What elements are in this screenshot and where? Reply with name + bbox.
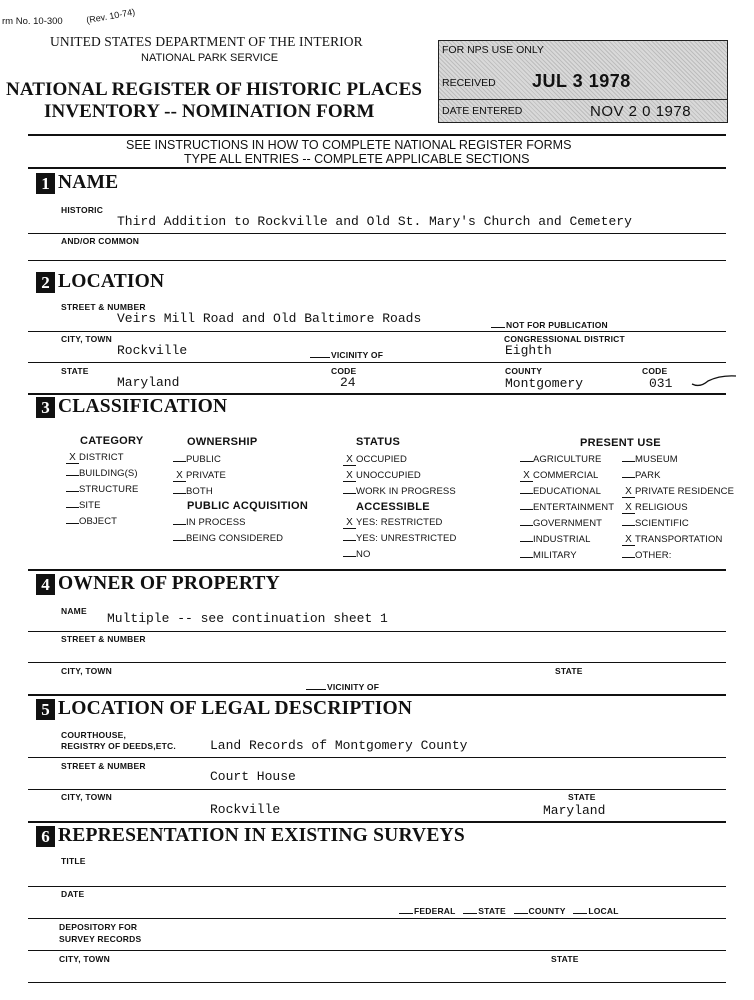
present-use-label: RELIGIOUS bbox=[635, 502, 688, 513]
rule bbox=[28, 393, 726, 395]
department-name: UNITED STATES DEPARTMENT OF THE INTERIOR bbox=[50, 34, 363, 49]
section-title: REPRESENTATION IN EXISTING SURVEYS bbox=[58, 825, 465, 846]
present-use-option[interactable] bbox=[622, 534, 722, 546]
form-title-line1: NATIONAL REGISTER OF HISTORIC PLACES bbox=[6, 79, 423, 100]
rule bbox=[28, 918, 726, 919]
checkbox-mark[interactable] bbox=[66, 523, 79, 524]
present-use-label: GOVERNMENT bbox=[533, 518, 603, 529]
section-4-heading bbox=[36, 573, 280, 595]
public-acquisition-option[interactable] bbox=[173, 533, 283, 544]
rule bbox=[28, 331, 726, 332]
survey-city-label: CITY, TOWN bbox=[59, 954, 110, 964]
checkbox-mark[interactable] bbox=[520, 541, 533, 542]
present-use-option[interactable] bbox=[520, 470, 598, 482]
ownership-label: BOTH bbox=[186, 486, 213, 497]
accessible-label: YES: UNRESTRICTED bbox=[356, 533, 457, 544]
ownership-option[interactable] bbox=[173, 486, 213, 497]
present-use-option[interactable] bbox=[520, 550, 577, 561]
section-5-heading bbox=[36, 698, 412, 720]
present-use-option[interactable] bbox=[622, 470, 661, 481]
street-number-label: STREET & NUMBER bbox=[61, 302, 146, 312]
checkbox-mark[interactable] bbox=[173, 524, 186, 525]
nps-use-only-box bbox=[438, 40, 728, 123]
checkbox-mark[interactable] bbox=[66, 475, 79, 476]
section-3-heading bbox=[36, 396, 227, 418]
present-use-label: TRANSPORTATION bbox=[635, 534, 723, 545]
present-use-label: EDUCATIONAL bbox=[533, 486, 601, 497]
rule bbox=[28, 757, 726, 758]
federal-option[interactable]: FEDERAL bbox=[414, 906, 456, 916]
nps-use-label: FOR NPS USE ONLY bbox=[442, 44, 544, 56]
blank-line bbox=[514, 913, 528, 914]
checkbox-mark[interactable]: X bbox=[343, 518, 356, 529]
date-entered-label: DATE ENTERED bbox=[442, 105, 523, 117]
checkbox-mark[interactable] bbox=[622, 525, 635, 526]
owner-city-label: CITY, TOWN bbox=[61, 666, 112, 676]
present-use-option[interactable] bbox=[520, 502, 614, 513]
courthouse-street-value[interactable]: Court House bbox=[210, 769, 296, 784]
courthouse-city-value[interactable]: Rockville bbox=[210, 802, 281, 817]
blank-line bbox=[306, 689, 326, 690]
common-name-label: AND/OR COMMON bbox=[61, 236, 140, 246]
checkbox-mark[interactable]: X bbox=[622, 535, 635, 546]
accessible-label: YES: RESTRICTED bbox=[356, 517, 443, 528]
street-number-value[interactable]: Veirs Mill Road and Old Baltimore Roads bbox=[117, 311, 422, 326]
checkbox-mark[interactable] bbox=[66, 507, 79, 508]
status-option[interactable] bbox=[343, 454, 407, 466]
public-acquisition-label: BEING CONSIDERED bbox=[186, 533, 284, 544]
checkbox-mark[interactable] bbox=[520, 525, 533, 526]
checkbox-mark[interactable] bbox=[343, 493, 356, 494]
category-option[interactable] bbox=[66, 484, 138, 495]
accessible-option[interactable] bbox=[343, 517, 443, 529]
present-use-label: COMMERCIAL bbox=[533, 470, 599, 481]
checkbox-mark[interactable]: X bbox=[622, 487, 635, 498]
congressional-district-value[interactable]: Eighth bbox=[505, 343, 552, 358]
public-acquisition-label: IN PROCESS bbox=[186, 517, 246, 528]
rule bbox=[28, 260, 726, 261]
rule bbox=[28, 982, 726, 983]
section-1-heading bbox=[36, 172, 118, 194]
rule bbox=[28, 134, 726, 136]
vicinity-of bbox=[310, 350, 383, 360]
section-title: LOCATION bbox=[58, 271, 165, 292]
status-label: UNOCCUPIED bbox=[356, 470, 421, 481]
rule bbox=[28, 662, 726, 663]
county-label: COUNTY bbox=[505, 366, 543, 376]
ownership-label: PUBLIC bbox=[186, 454, 221, 465]
ownership-label: PRIVATE bbox=[186, 470, 226, 481]
category-option[interactable] bbox=[66, 500, 101, 511]
present-use-option[interactable] bbox=[622, 454, 678, 465]
section-number: 2 bbox=[36, 272, 55, 293]
checkbox-mark[interactable] bbox=[622, 461, 635, 462]
survey-date-label: DATE bbox=[61, 889, 85, 899]
present-use-option[interactable] bbox=[622, 502, 688, 514]
section-title: LOCATION OF LEGAL DESCRIPTION bbox=[58, 698, 413, 719]
rule bbox=[28, 233, 726, 234]
courthouse-street-label: STREET & NUMBER bbox=[61, 761, 146, 771]
rule bbox=[28, 362, 726, 363]
checkbox-mark[interactable]: X bbox=[173, 471, 186, 482]
present-use-label: PRIVATE RESIDENCE bbox=[635, 486, 735, 497]
blank-line bbox=[491, 327, 505, 328]
checkbox-mark[interactable] bbox=[173, 461, 186, 462]
checkbox-mark[interactable] bbox=[343, 556, 356, 557]
historic-label: HISTORIC bbox=[61, 205, 104, 215]
blank-line bbox=[399, 913, 413, 914]
present-use-option[interactable] bbox=[622, 518, 689, 529]
owner-street-label: STREET & NUMBER bbox=[61, 634, 146, 644]
rule bbox=[28, 789, 726, 790]
status-heading: STATUS bbox=[356, 436, 401, 448]
section-title: OWNER OF PROPERTY bbox=[58, 573, 280, 594]
checkbox-mark[interactable] bbox=[343, 540, 356, 541]
rule bbox=[28, 950, 726, 951]
category-label: DISTRICT bbox=[79, 452, 124, 463]
state-value[interactable]: Maryland bbox=[117, 375, 180, 390]
category-option[interactable] bbox=[66, 468, 138, 479]
courthouse-label: COURTHOUSE, bbox=[61, 730, 127, 740]
checkbox-mark[interactable] bbox=[520, 509, 533, 510]
accessible-heading: ACCESSIBLE bbox=[356, 501, 430, 513]
blank-line bbox=[463, 913, 477, 914]
survey-title-label: TITLE bbox=[61, 856, 86, 866]
county-code-value[interactable]: 031 bbox=[649, 376, 673, 391]
state-code-value[interactable]: 24 bbox=[340, 375, 356, 390]
courthouse-city-label: CITY, TOWN bbox=[61, 792, 112, 802]
vicinity-label: VICINITY OF bbox=[331, 350, 384, 360]
checkbox-mark[interactable] bbox=[173, 493, 186, 494]
category-label: OBJECT bbox=[79, 516, 118, 527]
rule bbox=[28, 886, 726, 887]
city-town-label: CITY, TOWN bbox=[61, 334, 112, 344]
blank-line bbox=[573, 913, 587, 914]
blank-line bbox=[310, 357, 330, 358]
county-value[interactable]: Montgomery bbox=[505, 376, 584, 391]
present-use-label: INDUSTRIAL bbox=[533, 534, 591, 545]
section-number: 5 bbox=[36, 699, 55, 720]
category-heading: CATEGORY bbox=[80, 435, 144, 447]
checkbox-mark[interactable]: X bbox=[343, 471, 356, 482]
courthouse-value[interactable]: Land Records of Montgomery County bbox=[210, 738, 468, 753]
checkbox-mark[interactable] bbox=[622, 557, 635, 558]
status-label: WORK IN PROGRESS bbox=[356, 486, 456, 497]
checkbox-mark[interactable] bbox=[622, 477, 635, 478]
section-number: 4 bbox=[36, 574, 55, 595]
public-acquisition-option[interactable] bbox=[173, 517, 246, 528]
rule bbox=[28, 821, 726, 823]
present-use-option[interactable] bbox=[622, 550, 672, 561]
instructions-line1: SEE INSTRUCTIONS IN HOW TO COMPLETE NATIONAL REGISTER FORMS bbox=[126, 138, 572, 152]
checkbox-mark[interactable] bbox=[520, 557, 533, 558]
section-number: 3 bbox=[36, 397, 55, 418]
present-use-label: MILITARY bbox=[533, 550, 577, 561]
owner-name-value[interactable]: Multiple -- see continuation sheet 1 bbox=[107, 611, 388, 626]
status-option[interactable] bbox=[343, 470, 421, 482]
owner-vicinity bbox=[306, 682, 379, 692]
present-use-label: SCIENTIFIC bbox=[635, 518, 689, 529]
category-label: STRUCTURE bbox=[79, 484, 139, 495]
rule bbox=[28, 569, 726, 571]
category-label: SITE bbox=[79, 500, 101, 511]
section-title: CLASSIFICATION bbox=[58, 396, 228, 417]
checkbox-mark[interactable]: X bbox=[622, 503, 635, 514]
section-number: 1 bbox=[36, 173, 55, 194]
accessible-option[interactable] bbox=[343, 549, 370, 560]
status-label: OCCUPIED bbox=[356, 454, 407, 465]
ownership-heading: OWNERSHIP bbox=[187, 436, 258, 448]
form-number: rm No. 10-300 bbox=[2, 16, 63, 27]
public-acquisition-heading: PUBLIC ACQUISITION bbox=[187, 500, 309, 512]
checkbox-mark[interactable]: X bbox=[520, 471, 533, 482]
accessible-option[interactable] bbox=[343, 533, 456, 544]
checkbox-mark[interactable] bbox=[66, 491, 79, 492]
city-town-value[interactable]: Rockville bbox=[117, 343, 188, 358]
county-option[interactable]: COUNTY bbox=[528, 906, 566, 916]
present-use-label: ENTERTAINMENT bbox=[533, 502, 615, 513]
present-use-label: MUSEUM bbox=[635, 454, 678, 465]
congressional-district-label: CONGRESSIONAL DISTRICT bbox=[504, 334, 625, 344]
depository-label-line2: SURVEY RECORDS bbox=[59, 934, 142, 944]
present-use-label: PARK bbox=[635, 470, 661, 481]
present-use-option[interactable] bbox=[520, 518, 602, 529]
present-use-option[interactable] bbox=[520, 534, 590, 545]
category-option[interactable] bbox=[66, 452, 124, 464]
checkbox-mark[interactable] bbox=[520, 493, 533, 494]
rule bbox=[28, 167, 726, 169]
section-2-heading bbox=[36, 271, 164, 293]
present-use-label: OTHER: bbox=[635, 550, 672, 561]
survey-state-label: STATE bbox=[551, 954, 579, 964]
local-option[interactable]: LOCAL bbox=[588, 906, 619, 916]
checkbox-mark[interactable] bbox=[173, 540, 186, 541]
checkbox-mark[interactable] bbox=[520, 461, 533, 462]
section-6-heading bbox=[36, 825, 465, 847]
accessible-label: NO bbox=[356, 549, 371, 560]
state-option[interactable]: STATE bbox=[478, 906, 506, 916]
owner-state-label: STATE bbox=[555, 666, 583, 676]
section-number: 6 bbox=[36, 826, 55, 847]
category-label: BUILDING(S) bbox=[79, 468, 138, 479]
rule bbox=[28, 694, 726, 696]
historic-name-value[interactable]: Third Addition to Rockville and Old St. Mary's Church and Cemetery bbox=[117, 214, 632, 229]
registry-label: REGISTRY OF DEEDS,ETC. bbox=[61, 741, 176, 751]
courthouse-state-value[interactable]: Maryland bbox=[543, 803, 606, 818]
present-use-option[interactable] bbox=[520, 454, 602, 465]
depository-label-line1: DEPOSITORY FOR bbox=[59, 922, 138, 932]
checkbox-mark[interactable]: X bbox=[66, 453, 79, 464]
owner-name-label: NAME bbox=[61, 606, 87, 616]
date-entered-stamp: NOV 2 0 1978 bbox=[590, 103, 692, 120]
present-use-label: AGRICULTURE bbox=[533, 454, 602, 465]
present-use-option[interactable] bbox=[520, 486, 601, 497]
survey-level-options bbox=[399, 906, 619, 916]
form-revision: (Rev. 10-74) bbox=[85, 6, 136, 26]
state-label: STATE bbox=[61, 366, 89, 376]
agency-name: NATIONAL PARK SERVICE bbox=[141, 52, 279, 64]
status-option[interactable] bbox=[343, 486, 456, 497]
not-for-publication-label: NOT FOR PUBLICATION bbox=[506, 320, 608, 330]
ownership-option[interactable] bbox=[173, 470, 226, 482]
present-use-option[interactable] bbox=[622, 486, 734, 498]
form-title-line2: INVENTORY -- NOMINATION FORM bbox=[44, 101, 375, 122]
section-title: NAME bbox=[58, 172, 119, 193]
state-code-label: CODE bbox=[331, 366, 357, 376]
received-stamp: JUL 3 1978 bbox=[532, 71, 631, 91]
courthouse-state-label: STATE bbox=[568, 792, 596, 802]
county-code-label: CODE bbox=[642, 366, 668, 376]
not-for-publication bbox=[491, 320, 608, 330]
checkbox-mark[interactable]: X bbox=[343, 455, 356, 466]
nps-box-divider bbox=[439, 99, 727, 100]
category-option[interactable] bbox=[66, 516, 117, 527]
instructions-line2: TYPE ALL ENTRIES -- COMPLETE APPLICABLE SECTIONS bbox=[184, 152, 530, 166]
present-use-heading: PRESENT USE bbox=[580, 437, 661, 449]
rule bbox=[28, 631, 726, 632]
received-label: RECEIVED bbox=[442, 77, 496, 89]
checkmark-icon bbox=[690, 372, 740, 390]
ownership-option[interactable] bbox=[173, 454, 221, 465]
vicinity-label: VICINITY OF bbox=[327, 682, 380, 692]
